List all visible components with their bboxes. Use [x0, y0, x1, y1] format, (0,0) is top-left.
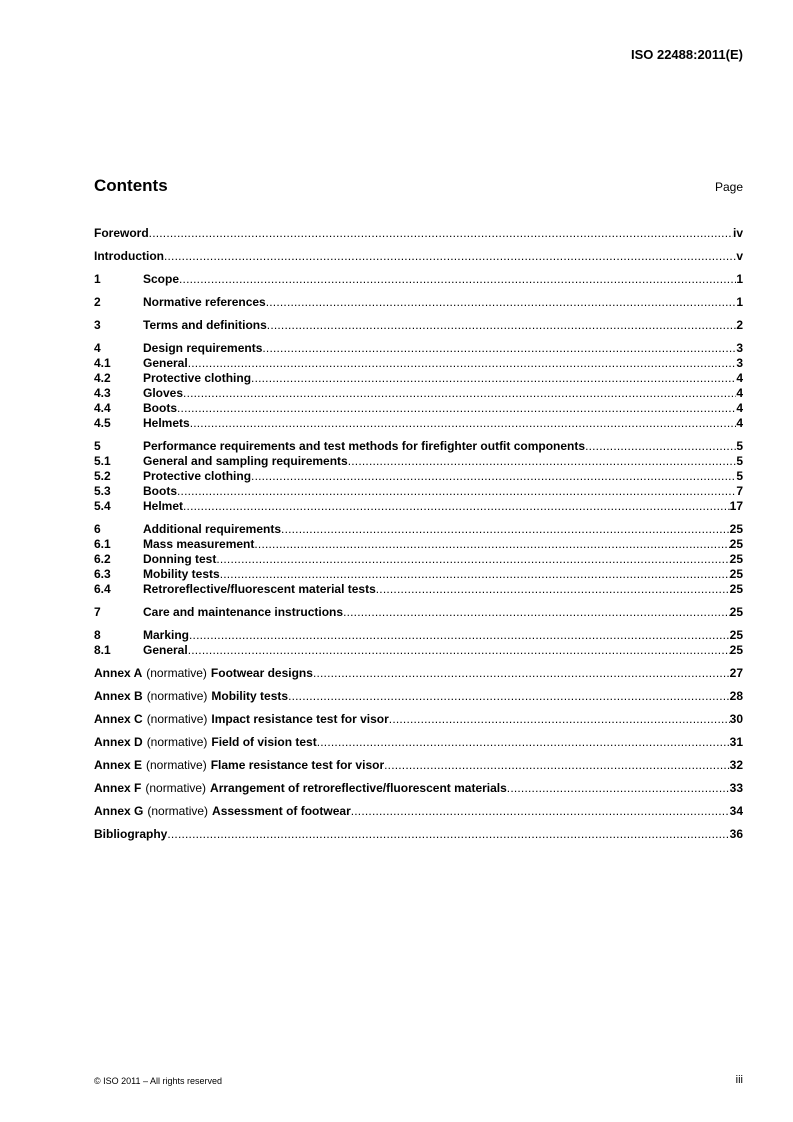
toc-entry[interactable] — [94, 386, 743, 401]
toc-entry-page: 5 — [736, 454, 743, 468]
toc-entry[interactable] — [94, 643, 743, 658]
toc-entry-number: 4.3 — [94, 386, 111, 400]
annex-label: Annex G — [94, 804, 144, 818]
copyright-notice: © ISO 2011 – All rights reserved — [94, 1076, 223, 1086]
annex-status: (normative) — [146, 689, 208, 703]
dot-leader — [376, 582, 730, 597]
toc-entry-page: 28 — [729, 689, 743, 703]
toc-entry[interactable] — [94, 552, 743, 567]
dot-leader — [190, 416, 737, 431]
toc-entry-page: 25 — [729, 628, 743, 642]
toc-entry-title: Terms and definitions — [143, 318, 267, 332]
toc-entry-title: Marking — [143, 628, 190, 642]
dot-leader — [183, 386, 736, 401]
dot-leader — [220, 567, 730, 582]
toc-entry-page: 27 — [729, 666, 743, 680]
annex-status: (normative) — [147, 804, 209, 818]
toc-entry-page: 5 — [736, 439, 743, 453]
toc-entry-number: 5.1 — [94, 454, 111, 468]
toc-entry-title: Foreword — [94, 226, 149, 240]
toc-entry[interactable] — [94, 439, 743, 454]
dot-leader — [177, 484, 736, 499]
toc-entry[interactable] — [94, 272, 743, 287]
toc-entry-number: 4.1 — [94, 356, 111, 370]
toc-entry-page: 25 — [729, 552, 743, 566]
toc-entry-title: Normative references — [143, 295, 266, 309]
annex-status: (normative) — [146, 666, 207, 680]
toc-entry-title: General and sampling requirements — [143, 454, 348, 468]
toc-entry-page: 1 — [736, 295, 743, 309]
toc-entry-title: Gloves — [143, 386, 184, 400]
annex-status: (normative) — [145, 781, 207, 795]
annex-title: Assessment of footwear — [212, 804, 351, 818]
page-column-label: Page — [714, 180, 743, 194]
toc-entry-page: 25 — [729, 537, 743, 551]
toc-annex-entry[interactable] — [94, 712, 743, 727]
toc-entry-page: 5 — [736, 469, 743, 483]
toc-entry-page: 34 — [729, 804, 743, 818]
dot-leader — [389, 712, 730, 727]
dot-leader — [216, 552, 729, 567]
dot-leader — [177, 401, 736, 416]
toc-entry-page: 3 — [736, 356, 743, 370]
toc-entry-title: Scope — [143, 272, 180, 286]
annex-label: Annex A — [94, 666, 143, 680]
dot-leader — [189, 628, 730, 643]
toc-entry-number: 6.2 — [94, 552, 111, 566]
toc-entry[interactable] — [94, 484, 743, 499]
annex-label: Annex F — [94, 781, 142, 795]
toc-entry-title: Design requirements — [143, 341, 263, 355]
toc-entry-title: Mass measurement — [143, 537, 255, 551]
toc-entry-number: 1 — [94, 272, 101, 286]
toc-entry-title: Protective clothing — [143, 371, 252, 385]
toc-annex-entry[interactable] — [94, 781, 743, 796]
dot-leader — [262, 341, 736, 356]
toc-entry-number: 2 — [94, 295, 101, 309]
toc-entry-title: Helmets — [143, 416, 190, 430]
toc-entry-title: General — [143, 356, 188, 370]
annex-label: Annex B — [94, 689, 143, 703]
annex-status: (normative) — [146, 758, 207, 772]
toc-entry-title: Mobility tests — [143, 567, 220, 581]
toc-entry-page: 4 — [736, 401, 743, 415]
toc-entry-page: 25 — [729, 567, 743, 581]
annex-status: (normative) — [146, 735, 208, 749]
dot-leader — [254, 537, 729, 552]
toc-entry-bibliography[interactable] — [94, 827, 743, 842]
toc-entry-title: Helmet — [143, 499, 184, 513]
toc-entry-number: 8 — [94, 628, 101, 642]
toc-entry-number: 4.5 — [94, 416, 111, 430]
toc-entry[interactable] — [94, 401, 743, 416]
toc-entry-page: 32 — [729, 758, 743, 772]
dot-leader — [348, 454, 737, 469]
dot-leader — [179, 272, 736, 287]
toc-entry-page: 7 — [736, 484, 743, 498]
toc-entry-title: Retroreflective/fluorescent material tests — [143, 582, 376, 596]
toc-entry-page: 25 — [729, 643, 743, 657]
toc-annex-entry[interactable] — [94, 666, 743, 681]
toc-entry[interactable] — [94, 341, 743, 356]
dot-leader — [507, 781, 730, 796]
dot-leader — [251, 469, 736, 484]
toc-entry[interactable] — [94, 628, 743, 643]
toc-entry-introduction[interactable] — [94, 249, 743, 264]
toc-entry-page: v — [736, 249, 743, 263]
dot-leader — [317, 735, 730, 750]
toc-entry-number: 3 — [94, 318, 101, 332]
toc-entry-number: 6.3 — [94, 567, 111, 581]
toc-entry-page: 33 — [729, 781, 743, 795]
toc-entry-number: 5.3 — [94, 484, 111, 498]
toc-entry-number: 4 — [94, 341, 101, 355]
dot-leader — [251, 371, 736, 386]
toc-entry[interactable] — [94, 356, 743, 371]
toc-annex-entry[interactable] — [94, 735, 743, 750]
toc-entry-page: 36 — [729, 827, 743, 841]
toc-entry-number: 5.2 — [94, 469, 111, 483]
toc-entry-page: 2 — [736, 318, 743, 332]
annex-title: Field of vision test — [211, 735, 317, 749]
toc-entry[interactable] — [94, 416, 743, 431]
annex-title: Arrangement of retroreflective/fluorescent materials — [210, 781, 507, 795]
toc-entry-title: General — [143, 643, 188, 657]
toc-entry-title: Boots — [143, 484, 177, 498]
toc-entry[interactable] — [94, 318, 743, 333]
dot-leader — [313, 666, 730, 681]
annex-title: Flame resistance test for visor — [210, 758, 385, 772]
annex-label: Annex E — [94, 758, 143, 772]
toc-entry-title: Donning test — [143, 552, 217, 566]
toc-entry-title: Protective clothing — [143, 469, 252, 483]
dot-leader — [288, 689, 730, 704]
toc-entry-page: 30 — [729, 712, 743, 726]
dot-leader — [266, 295, 737, 310]
dot-leader — [281, 522, 730, 537]
toc-annex-entry[interactable] — [94, 758, 743, 773]
toc-entry-page: 25 — [729, 582, 743, 596]
table-of-contents — [94, 226, 743, 842]
toc-entry-number: 6.1 — [94, 537, 111, 551]
toc-entry-title: Boots — [143, 401, 177, 415]
toc-entry[interactable] — [94, 499, 743, 514]
toc-entry[interactable] — [94, 522, 743, 537]
toc-entry-title: Additional requirements — [143, 522, 282, 536]
toc-entry-number: 6.4 — [94, 582, 111, 596]
toc-entry-page: 25 — [729, 605, 743, 619]
toc-entry-page: iv — [732, 226, 743, 240]
page-number: iii — [735, 1074, 743, 1086]
toc-annex-entry[interactable] — [94, 689, 743, 704]
toc-entry-number: 5 — [94, 439, 101, 453]
standard-identifier: ISO 22488:2011(E) — [630, 47, 743, 62]
toc-entry-foreword[interactable] — [94, 226, 743, 241]
toc-entry-number: 4.4 — [94, 401, 111, 415]
toc-entry-number: 8.1 — [94, 643, 111, 657]
annex-label: Annex D — [94, 735, 143, 749]
toc-entry-page: 4 — [736, 416, 743, 430]
toc-annex-entry[interactable] — [94, 804, 743, 819]
dot-leader — [183, 499, 730, 514]
annex-label: Annex C — [94, 712, 143, 726]
dot-leader — [164, 249, 736, 264]
toc-entry-title: Introduction — [94, 249, 164, 263]
dot-leader — [343, 605, 730, 620]
toc-entry[interactable] — [94, 295, 743, 310]
toc-entry-page: 17 — [729, 499, 743, 513]
annex-status: (normative) — [146, 712, 208, 726]
toc-entry-page: 31 — [729, 735, 743, 749]
toc-entry[interactable] — [94, 605, 743, 620]
page-title: Contents — [94, 176, 168, 195]
toc-entry[interactable] — [94, 454, 743, 469]
dot-leader — [585, 439, 736, 454]
toc-entry-page: 4 — [736, 371, 743, 385]
toc-entry-page: 1 — [736, 272, 743, 286]
dot-leader — [351, 804, 730, 819]
dot-leader — [188, 356, 737, 371]
annex-title: Impact resistance test for visor — [211, 712, 389, 726]
dot-leader — [188, 643, 730, 658]
toc-entry-number: 4.2 — [94, 371, 111, 385]
toc-entry-title: Bibliography — [94, 827, 168, 841]
dot-leader — [149, 226, 733, 241]
toc-entry-number: 5.4 — [94, 499, 111, 513]
toc-entry[interactable] — [94, 567, 743, 582]
toc-entry[interactable] — [94, 371, 743, 386]
dot-leader — [167, 827, 729, 842]
dot-leader — [384, 758, 730, 773]
toc-entry[interactable] — [94, 582, 743, 597]
toc-entry-number: 6 — [94, 522, 101, 536]
toc-entry[interactable] — [94, 469, 743, 484]
dot-leader — [267, 318, 737, 333]
toc-entry-title: Performance requirements and test methods for firefighter outfit components — [143, 439, 586, 453]
annex-title: Footwear designs — [210, 666, 313, 680]
toc-entry[interactable] — [94, 537, 743, 552]
toc-entry-number: 7 — [94, 605, 101, 619]
toc-entry-title: Care and maintenance instructions — [143, 605, 344, 619]
toc-entry-page: 3 — [736, 341, 743, 355]
toc-entry-page: 25 — [729, 522, 743, 536]
annex-title: Mobility tests — [211, 689, 289, 703]
toc-entry-page: 4 — [736, 386, 743, 400]
